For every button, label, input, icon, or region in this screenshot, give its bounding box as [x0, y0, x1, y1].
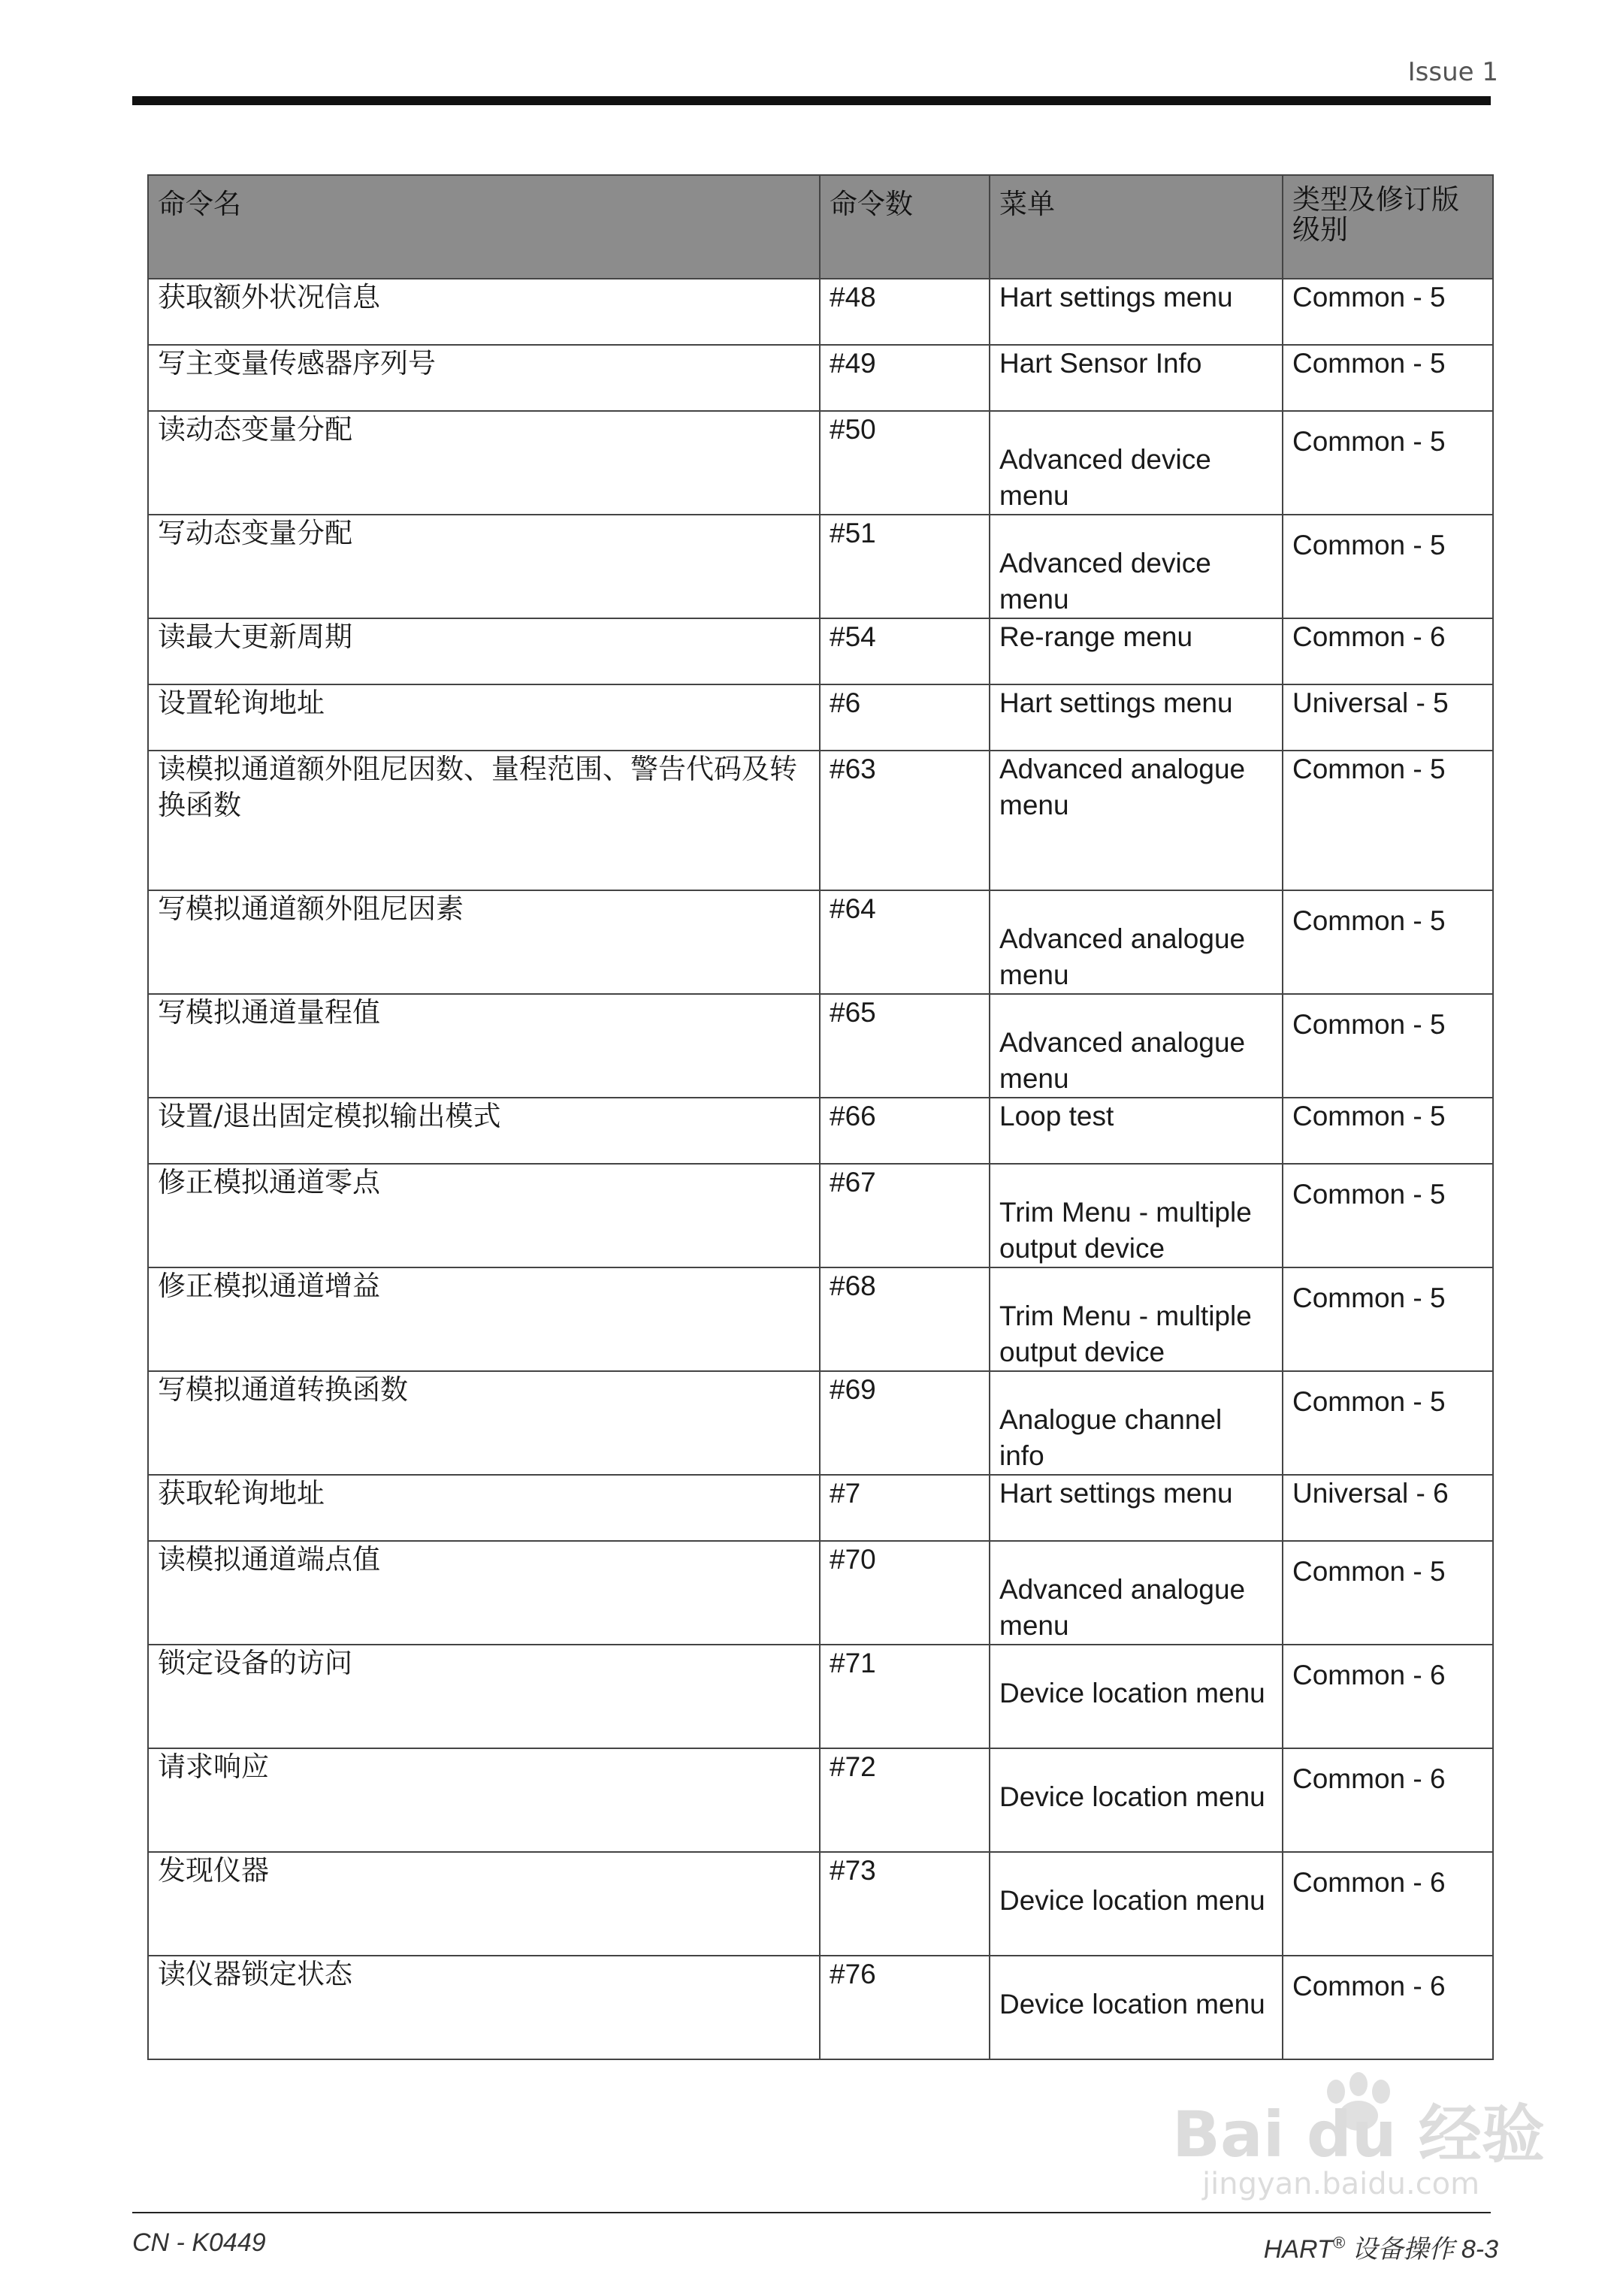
menu-cell: Hart settings menu: [990, 684, 1283, 751]
type-revision-cell: Common - 5: [1283, 411, 1493, 515]
command-name-cell: 请求响应: [148, 1748, 820, 1852]
type-revision-cell: Common - 5: [1283, 279, 1493, 345]
command-name-cell: 写模拟通道转换函数: [148, 1371, 820, 1475]
menu-cell: Device location menu: [990, 1748, 1283, 1852]
table-row: [148, 1852, 1493, 1956]
command-number-cell: #66: [820, 1098, 990, 1164]
table-row: [148, 279, 1493, 345]
command-name-cell: 设置/退出固定模拟输出模式: [148, 1098, 820, 1164]
command-name-cell: 获取额外状况信息: [148, 279, 820, 345]
table-row: [148, 1956, 1493, 2059]
menu-cell: Hart settings menu: [990, 1475, 1283, 1541]
command-name-cell: 写动态变量分配: [148, 515, 820, 618]
table-body: [148, 279, 1493, 2059]
table-row: [148, 618, 1493, 684]
table-row: [148, 515, 1493, 618]
type-revision-cell: Common - 6: [1283, 1852, 1493, 1956]
command-number-cell: #7: [820, 1475, 990, 1541]
command-number-cell: #50: [820, 411, 990, 515]
menu-cell: Loop test: [990, 1098, 1283, 1164]
baidu-watermark: [1157, 2066, 1548, 2201]
menu-cell: Device location menu: [990, 1645, 1283, 1748]
type-revision-cell: Common - 5: [1283, 890, 1493, 994]
header-menu: 菜单: [990, 175, 1283, 279]
type-revision-cell: Universal - 5: [1283, 684, 1493, 751]
registered-mark: ®: [1332, 2233, 1345, 2252]
table-row: [148, 1541, 1493, 1645]
menu-cell: Device location menu: [990, 1852, 1283, 1956]
menu-cell: Trim Menu - multiple output device: [990, 1164, 1283, 1267]
command-table: [147, 174, 1494, 2060]
menu-cell: Advanced analogue menu: [990, 751, 1283, 890]
type-revision-cell: Common - 5: [1283, 1541, 1493, 1645]
command-number-cell: #68: [820, 1267, 990, 1371]
command-number-cell: #76: [820, 1956, 990, 2059]
command-number-cell: #49: [820, 345, 990, 411]
table-row: [148, 994, 1493, 1098]
type-revision-cell: Common - 5: [1283, 1371, 1493, 1475]
table-row: [148, 751, 1493, 890]
footer-section-page: 设备操作 8-3: [1344, 2235, 1498, 2264]
command-name-cell: 写模拟通道额外阻尼因素: [148, 890, 820, 994]
watermark-subtext: jingyan.baidu.com: [1202, 2167, 1480, 2201]
menu-cell: Trim Menu - multiple output device: [990, 1267, 1283, 1371]
type-revision-cell: Common - 5: [1283, 1164, 1493, 1267]
command-number-cell: #6: [820, 684, 990, 751]
command-number-cell: #70: [820, 1541, 990, 1645]
command-name-cell: 修正模拟通道增益: [148, 1267, 820, 1371]
command-name-cell: 设置轮询地址: [148, 684, 820, 751]
table-row: [148, 890, 1493, 994]
table-row: [148, 1645, 1493, 1748]
table-row: [148, 1098, 1493, 1164]
menu-cell: Hart settings menu: [990, 279, 1283, 345]
command-name-cell: 读最大更新周期: [148, 618, 820, 684]
type-revision-cell: Common - 6: [1283, 1645, 1493, 1748]
command-name-cell: 发现仪器: [148, 1852, 820, 1956]
type-revision-cell: Common - 6: [1283, 1748, 1493, 1852]
command-number-cell: #69: [820, 1371, 990, 1475]
menu-cell: Device location menu: [990, 1956, 1283, 2059]
type-revision-cell: Common - 5: [1283, 994, 1493, 1098]
table-row: [148, 345, 1493, 411]
command-name-cell: 修正模拟通道零点: [148, 1164, 820, 1267]
table-row: [148, 1267, 1493, 1371]
table-row: [148, 1748, 1493, 1852]
type-revision-cell: Common - 6: [1283, 618, 1493, 684]
menu-cell: Advanced analogue menu: [990, 890, 1283, 994]
command-name-cell: 获取轮询地址: [148, 1475, 820, 1541]
command-name-cell: 锁定设备的访问: [148, 1645, 820, 1748]
menu-cell: Hart Sensor Info: [990, 345, 1283, 411]
table-row: [148, 1475, 1493, 1541]
command-number-cell: #48: [820, 279, 990, 345]
footer-page-info: [1264, 2228, 1498, 2265]
command-number-cell: #64: [820, 890, 990, 994]
command-name-cell: 写模拟通道量程值: [148, 994, 820, 1098]
header-rule: [132, 96, 1491, 105]
menu-cell: Advanced device menu: [990, 411, 1283, 515]
menu-cell: Re-range menu: [990, 618, 1283, 684]
table-row: [148, 1371, 1493, 1475]
table-row: [148, 411, 1493, 515]
table-row: [148, 684, 1493, 751]
footer-rule: [132, 2212, 1491, 2213]
command-number-cell: #71: [820, 1645, 990, 1748]
footer-doc-code: CN - K0449: [132, 2228, 266, 2257]
command-name-cell: 读模拟通道端点值: [148, 1541, 820, 1645]
watermark-text: Bai du 经验: [1172, 2098, 1545, 2171]
type-revision-cell: Common - 6: [1283, 1956, 1493, 2059]
command-number-cell: #51: [820, 515, 990, 618]
menu-cell: Advanced device menu: [990, 515, 1283, 618]
header-type-revision: 类型及修订版级别: [1283, 175, 1493, 279]
menu-cell: Advanced analogue menu: [990, 1541, 1283, 1645]
command-number-cell: #65: [820, 994, 990, 1098]
command-number-cell: #73: [820, 1852, 990, 1956]
type-revision-cell: Common - 5: [1283, 515, 1493, 618]
footer-brand: HART: [1263, 2235, 1333, 2264]
type-revision-cell: Common - 5: [1283, 1267, 1493, 1371]
header-command-number: 命令数: [820, 175, 990, 279]
menu-cell: Analogue channel info: [990, 1371, 1283, 1475]
command-name-cell: 读仪器锁定状态: [148, 1956, 820, 2059]
command-name-cell: 写主变量传感器序列号: [148, 345, 820, 411]
command-name-cell: 读模拟通道额外阻尼因数、量程范围、警告代码及转换函数: [148, 751, 820, 890]
menu-cell: Advanced analogue menu: [990, 994, 1283, 1098]
command-number-cell: #63: [820, 751, 990, 890]
type-revision-cell: Common - 5: [1283, 345, 1493, 411]
type-revision-cell: Common - 5: [1283, 1098, 1493, 1164]
table-header-row: [148, 175, 1493, 279]
command-number-cell: #67: [820, 1164, 990, 1267]
command-number-cell: #54: [820, 618, 990, 684]
command-number-cell: #72: [820, 1748, 990, 1852]
type-revision-cell: Common - 5: [1283, 751, 1493, 890]
type-revision-cell: Universal - 6: [1283, 1475, 1493, 1541]
header-command-name: 命令名: [148, 175, 820, 279]
table-row: [148, 1164, 1493, 1267]
command-name-cell: 读动态变量分配: [148, 411, 820, 515]
issue-label: Issue 1: [1407, 57, 1498, 87]
